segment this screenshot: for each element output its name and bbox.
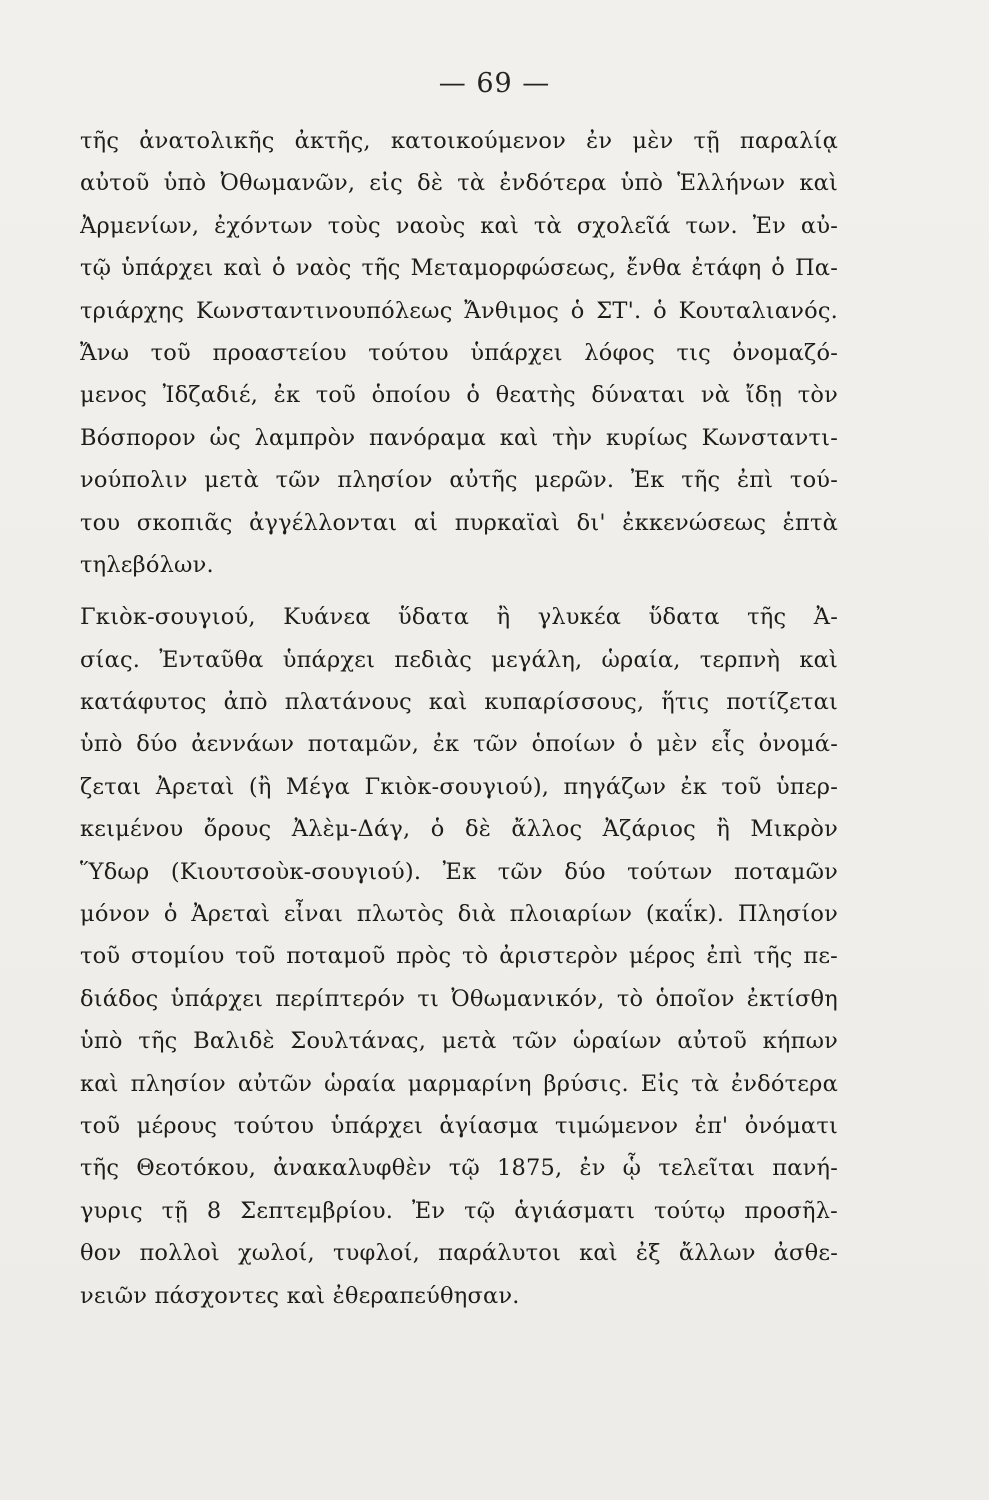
- text-line: αὐτοῦ ὑπὸ Ὀθωμανῶν, εἰς δὲ τὰ ἐνδότερα ὑπὸ Ἑλλήνων καὶ: [80, 170, 838, 197]
- text-line: διάδος ὑπάρχει περίπτερόν τι Ὀθωμανικόν, τὸ ὁποῖον ἐκτίσθη: [80, 985, 838, 1012]
- text-line: ὑπὸ τῆς Βαλιδὲ Σουλτάνας, μετὰ τῶν ὡραίων αὐτοῦ κήπων: [80, 1028, 838, 1055]
- paragraph-2: [80, 332, 838, 586]
- text-line: τῆς ἀνατολικῆς ἀκτῆς, κατοικούμενον ἐν μὲν τῇ παραλίᾳ: [80, 128, 838, 154]
- text-line: τῆς Θεοτόκου, ἀνακαλυφθὲν τῷ 1875, ἐν ᾧ τελεῖται πανή-: [80, 1155, 838, 1182]
- text-line: θον πολλοὶ χωλοί, τυφλοί, παράλυτοι καὶ ἐξ ἄλλων ἀσθε-: [80, 1240, 838, 1267]
- text-line: σίας. Ἐνταῦθα ὑπάρχει πεδιὰς μεγάλη, ὡραία, τερπνὴ καὶ: [80, 646, 838, 673]
- text-line: ὑπὸ δύο ἀεννάων ποταμῶν, ἐκ τῶν ὁποίων ὁ μὲν εἷς ὀνομά-: [80, 731, 838, 758]
- text-line: ζεται Ἀρεταὶ (ἢ Μέγα Γκιὸκ-σουγιού), πηγάζων ἐκ τοῦ ὑπερ-: [80, 773, 838, 800]
- text-line: κατάφυτος ἀπὸ πλατάνους καὶ κυπαρίσσους, ἥτις ποτίζεται: [80, 689, 838, 716]
- text-line: νούπολιν μετὰ τῶν πλησίον αὐτῆς μερῶν. Ἐκ τῆς ἐπὶ τού-: [80, 467, 838, 494]
- text-line: Γκιὸκ-σουγιού, Κυάνεα ὕδατα ἢ γλυκέα ὕδατα τῆς Ἀ-: [80, 604, 838, 631]
- text-line: τοῦ μέρους τούτου ὑπάρχει ἁγίασμα τιμώμενον ἐπ' ὀνόματι: [80, 1112, 838, 1139]
- page-number: — 69 —: [438, 68, 551, 99]
- text-line: Ἄνω τοῦ προαστείου τούτου ὑπάρχει λόφος τις ὀνομαζό-: [80, 339, 838, 366]
- text-line: τῷ ὑπάρχει καὶ ὁ ναὸς τῆς Μεταμορφώσεως, ἔνθα ἐτάφη ὁ Πα-: [80, 255, 838, 282]
- text-line: Βόσπορον ὡς λαμπρὸν πανόραμα καὶ τὴν κυρίως Κωνσταντι-: [80, 424, 838, 451]
- text-line: κειμένου ὄρους Ἀλὲμ-Δάγ, ὁ δὲ ἄλλος Ἀζάριος ἢ Μικρὸν: [80, 816, 838, 843]
- text-line: καὶ πλησίον αὐτῶν ὡραία μαρμαρίνη βρύσις. Εἰς τὰ ἐνδότερα: [80, 1070, 838, 1097]
- text-line: γυρις τῇ 8 Σεπτεμβρίου. Ἐν τῷ ἁγιάσματι τούτῳ προσῆλ-: [80, 1197, 838, 1224]
- text-line: τηλεβόλων.: [80, 551, 214, 578]
- text-line: τριάρχης Κωνσταντινουπόλεως Ἄνθιμος ὁ ΣΤ'. ὁ Κουταλιανός.: [80, 297, 838, 324]
- text-line: του σκοπιᾶς ἀγγέλλονται αἱ πυρκαϊαὶ δι' ἐκκενώσεως ἑπτὰ: [80, 509, 838, 536]
- paragraph-gap: [80, 586, 838, 596]
- paragraph-1: [80, 120, 838, 332]
- text-line: μόνον ὁ Ἀρεταὶ εἶναι πλωτὸς διὰ πλοιαρίων (καΐκ). Πλησίον: [80, 901, 838, 928]
- paragraph-3: [80, 596, 838, 1317]
- page-text: [80, 120, 838, 1317]
- text-line: μενος Ἰδζαδιέ, ἐκ τοῦ ὁποίου ὁ θεατὴς δύναται νὰ ἴδῃ τὸν: [80, 382, 838, 409]
- text-line: Ὕδωρ (Κιουτσοὺκ-σουγιού). Ἐκ τῶν δύο τούτων ποταμῶν: [80, 858, 838, 885]
- text-line: νειῶν πάσχοντες καὶ ἐθεραπεύθησαν.: [80, 1282, 520, 1309]
- text-line: Ἀρμενίων, ἐχόντων τοὺς ναοὺς καὶ τὰ σχολεῖά των. Ἐν αὐ-: [80, 212, 838, 239]
- text-line: τοῦ στομίου τοῦ ποταμοῦ πρὸς τὸ ἀριστερὸν μέρος ἐπὶ τῆς πε-: [80, 943, 838, 970]
